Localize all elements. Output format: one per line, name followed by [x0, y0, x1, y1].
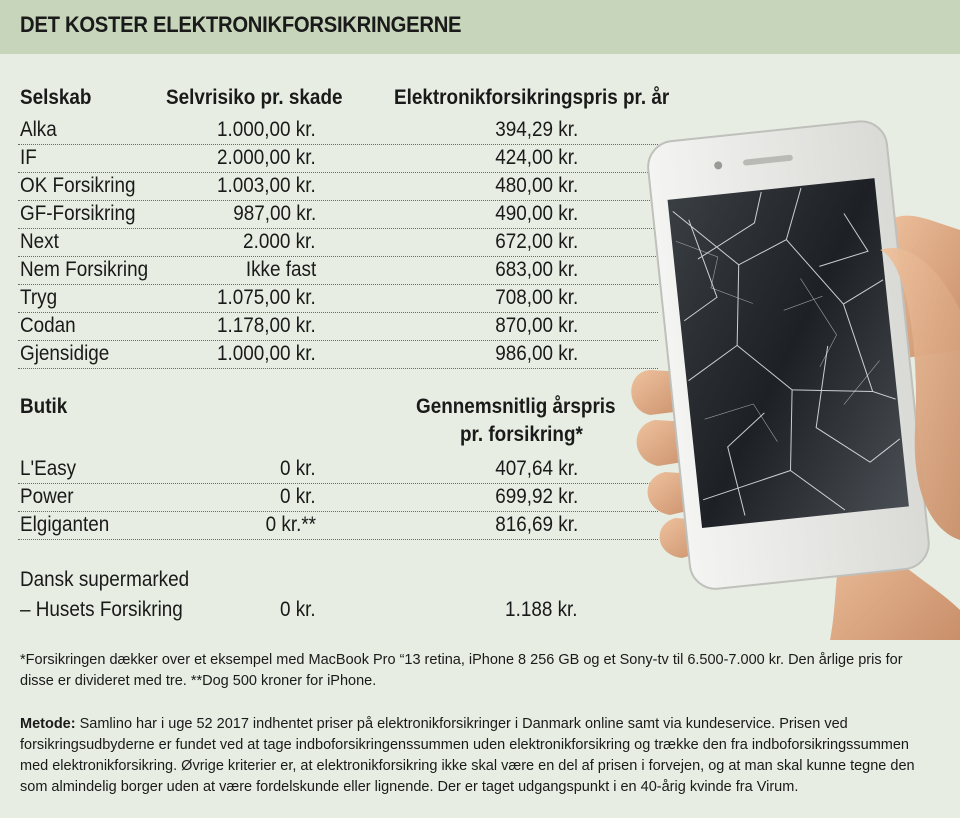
shop-price: 816,69 kr.	[494, 513, 578, 536]
insurer-name: GF-Forsikring	[20, 202, 136, 225]
insurer-price: 480,00 kr.	[494, 174, 578, 197]
supermarket-row	[18, 596, 658, 624]
shop-name: Elgiganten	[20, 513, 110, 536]
insurer-deductible: 2.000 kr.	[243, 230, 316, 253]
insurer-row	[18, 340, 658, 369]
insurer-name: Next	[20, 230, 59, 253]
supermarket-name-line2: – Husets Forsikring	[20, 598, 183, 621]
page-title: DET KOSTER ELEKTRONIKFORSIKRINGERNE	[20, 12, 462, 37]
insurer-price: 870,00 kr.	[494, 314, 578, 337]
shop-name: Power	[20, 485, 74, 508]
insurer-price: 490,00 kr.	[494, 202, 578, 225]
insurer-deductible: 1.178,00 kr.	[217, 314, 316, 337]
insurer-name: Tryg	[20, 286, 58, 309]
insurer-price: 708,00 kr.	[494, 286, 578, 309]
header-annual-price: Elektronikforsikringspris pr. år	[394, 86, 670, 109]
shop-row	[18, 455, 658, 484]
header-avg-price-sub: pr. forsikring*	[460, 423, 583, 446]
header-shop: Butik	[20, 395, 68, 418]
insurer-deductible: 987,00 kr.	[232, 202, 316, 225]
insurer-row	[18, 144, 658, 173]
supermarket-name-line1: Dansk supermarked	[20, 568, 190, 591]
insurer-row	[18, 256, 658, 285]
shop-name: L'Easy	[20, 457, 77, 480]
method-note	[20, 714, 938, 798]
insurer-row	[18, 172, 658, 201]
shop-row	[18, 511, 658, 540]
shop-row	[18, 483, 658, 512]
insurer-name: Nem Forsikring	[20, 258, 149, 281]
insurer-price: 424,00 kr.	[494, 146, 578, 169]
shop-deductible: 0 kr.**	[265, 513, 316, 536]
insurer-price: 986,00 kr.	[494, 342, 578, 365]
header-deductible: Selvrisiko pr. skade	[166, 86, 343, 109]
insurer-row	[18, 284, 658, 313]
insurer-row	[18, 312, 658, 341]
insurer-deductible: 1.000,00 kr.	[217, 342, 316, 365]
insurer-name: Gjensidige	[20, 342, 110, 365]
header-company: Selskab	[20, 86, 92, 109]
shop-price: 699,92 kr.	[494, 485, 578, 508]
insurer-name: Alka	[20, 118, 57, 141]
insurer-price: 394,29 kr.	[494, 118, 578, 141]
supermarket-price: 1.188 kr.	[505, 598, 578, 621]
insurer-price: 683,00 kr.	[494, 258, 578, 281]
shop-price: 407,64 kr.	[494, 457, 578, 480]
method-text: Samlino har i uge 52 2017 indhentet priser på elektronikforsikringer i Danmark online samt via kundeservice. Prisen ved forsikringsudbyderne er fundet ved at tage indboforsikringenssummen uden elektronikforsikring og trække den fra indboforsikringssummen med elektronikforsikring. Øvrige kriterier er, at elektronikforsikring ikke skal være en del af prisen i forvejen, og at man skal kunne tegne den som almindelig borger uden at være fordelskunde eller lignende. Der er taget udgangspunkt i en 40-årig kvinde fra Virum.	[20, 716, 915, 795]
insurer-deductible: 1.003,00 kr.	[217, 174, 316, 197]
insurer-row	[18, 228, 658, 257]
insurer-name: OK Forsikring	[20, 174, 136, 197]
insurer-name: IF	[20, 146, 37, 169]
shop-deductible: 0 kr.	[280, 457, 316, 480]
insurer-deductible: 1.000,00 kr.	[217, 118, 316, 141]
insurer-deductible: 1.075,00 kr.	[217, 286, 316, 309]
title-band	[0, 0, 960, 54]
footnote: *Forsikringen dækker over et eksempel med MacBook Pro “13 retina, iPhone 8 256 GB og et Sony-tv til 6.500-7.000 kr. Den årlige pris for disse er divideret med tre. **Dog 500 kroner for iPhone.	[20, 652, 903, 689]
cracked-phone-photo	[630, 110, 960, 640]
header-avg-price: Gennemsnitlig årspris	[416, 395, 616, 418]
insurer-row	[18, 200, 658, 229]
insurer-name: Codan	[20, 314, 76, 337]
shop-deductible: 0 kr.	[280, 485, 316, 508]
insurer-row	[18, 116, 658, 145]
supermarket-deductible: 0 kr.	[280, 598, 316, 621]
insurer-deductible: 2.000,00 kr.	[217, 146, 316, 169]
insurer-deductible: Ikke fast	[245, 258, 316, 281]
method-label: Metode:	[20, 716, 76, 732]
insurer-price: 672,00 kr.	[494, 230, 578, 253]
